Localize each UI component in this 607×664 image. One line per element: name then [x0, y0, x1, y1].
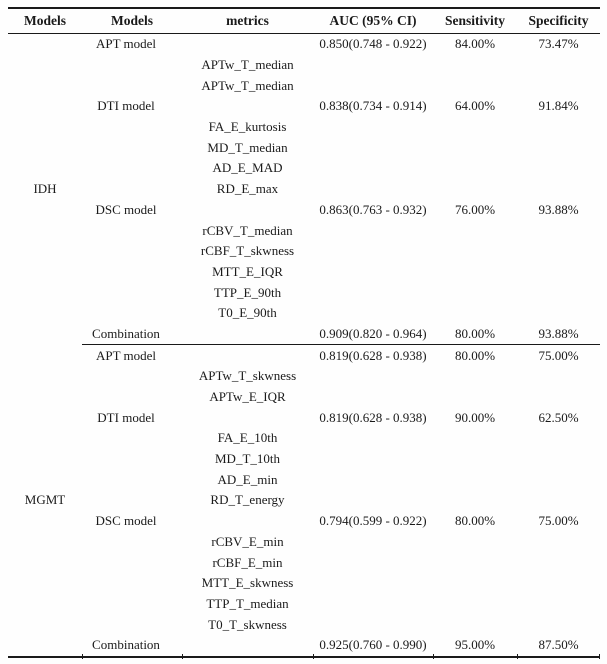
auc-cell	[313, 532, 433, 553]
metric-cell: MTT_E_skwness	[201, 575, 294, 591]
sensitivity-cell	[433, 552, 517, 573]
model-cell	[76, 117, 176, 138]
column-tick	[182, 654, 183, 659]
table-row	[8, 594, 600, 615]
model-cell	[76, 137, 176, 158]
table-row	[8, 532, 600, 553]
sensitivity-cell: 80.00%	[454, 347, 496, 363]
sensitivity-cell: 76.00%	[454, 201, 496, 217]
sensitivity-cell: 90.00%	[454, 409, 496, 425]
metric-cell: RD_E_max	[216, 181, 279, 197]
model-cell	[76, 220, 176, 241]
table-row	[8, 200, 600, 221]
specificity-cell	[517, 428, 600, 449]
group-label-idh: IDH	[33, 181, 57, 197]
sensitivity-cell	[433, 532, 517, 553]
model-cell	[76, 490, 176, 511]
sensitivity-cell	[433, 158, 517, 179]
model-cell: Combination	[92, 637, 160, 653]
model-cell	[76, 158, 176, 179]
table-row	[8, 179, 600, 200]
metric-cell	[182, 200, 313, 221]
specificity-cell: 75.00%	[538, 513, 579, 529]
specificity-cell	[517, 303, 600, 324]
metric-cell	[182, 511, 313, 532]
model-cell	[76, 241, 176, 262]
auc-cell	[313, 137, 433, 158]
specificity-cell	[517, 158, 600, 179]
group-label-mgmt: MGMT	[24, 492, 66, 508]
model-cell	[76, 282, 176, 303]
model-cell	[76, 552, 176, 573]
sensitivity-cell	[433, 469, 517, 490]
table-row	[8, 573, 600, 594]
metric-cell: AD_E_min	[217, 471, 278, 487]
sensitivity-cell	[433, 282, 517, 303]
specificity-cell	[517, 594, 600, 615]
column-tick	[82, 654, 83, 659]
metric-cell: APTw_T_median	[201, 57, 294, 73]
metric-cell: rCBV_E_min	[211, 533, 284, 549]
auc-cell: 0.909(0.820 - 0.964)	[313, 324, 433, 345]
model-cell	[76, 75, 176, 96]
table-row	[8, 324, 600, 345]
table-row	[8, 75, 600, 96]
specificity-cell	[517, 262, 600, 283]
metric-cell: TTP_T_median	[206, 595, 289, 611]
auc-cell	[313, 262, 433, 283]
specificity-cell	[517, 490, 600, 511]
metric-cell	[182, 324, 313, 345]
auc-cell	[313, 428, 433, 449]
auc-cell	[313, 282, 433, 303]
header-metrics: metrics	[182, 8, 313, 34]
model-cell: Combination	[76, 324, 176, 345]
table-row	[8, 158, 600, 179]
model-cell	[76, 469, 176, 490]
specificity-cell: 75.00%	[538, 347, 579, 363]
model-cell	[76, 262, 176, 283]
column-tick	[433, 654, 434, 659]
table-row	[8, 469, 600, 490]
table-row	[8, 428, 600, 449]
table-row	[8, 303, 600, 324]
sensitivity-cell	[433, 614, 517, 635]
specificity-cell: 87.50%	[538, 637, 579, 653]
table-row	[8, 387, 600, 408]
model-cell	[76, 594, 176, 615]
specificity-cell	[517, 55, 600, 76]
header-auc: AUC (95% CI)	[313, 8, 433, 34]
auc-cell	[313, 366, 433, 387]
column-tick	[313, 654, 314, 659]
sensitivity-cell: 84.00%	[454, 36, 496, 52]
auc-cell	[313, 55, 433, 76]
metric-cell: T0_T_skwness	[208, 616, 287, 632]
specificity-cell	[517, 366, 600, 387]
auc-cell	[313, 158, 433, 179]
metric-cell	[182, 96, 313, 117]
auc-cell: 0.838(0.734 - 0.914)	[319, 98, 427, 114]
sensitivity-cell: 80.00%	[454, 513, 496, 529]
table-row	[8, 55, 600, 76]
table-row	[8, 449, 600, 470]
metric-cell: AD_E_MAD	[212, 160, 283, 176]
table-row	[8, 117, 600, 138]
sensitivity-cell	[433, 75, 517, 96]
table-row	[8, 282, 600, 303]
header-models-group: Models	[8, 8, 82, 34]
table-row	[8, 220, 600, 241]
specificity-cell	[517, 220, 600, 241]
model-cell	[76, 428, 176, 449]
header-specificity: Specificity	[517, 8, 600, 34]
metric-cell: APTw_T_median	[201, 77, 294, 93]
column-tick	[599, 654, 600, 659]
header-sensitivity: Sensitivity	[433, 8, 517, 34]
sensitivity-cell	[433, 428, 517, 449]
specificity-cell	[517, 532, 600, 553]
sensitivity-cell	[433, 137, 517, 158]
metric-cell	[182, 345, 313, 366]
table-row	[8, 614, 600, 635]
sensitivity-cell: 95.00%	[454, 637, 496, 653]
metric-cell: rCBF_T_skwness	[200, 243, 295, 259]
table-row	[8, 96, 600, 117]
specificity-cell	[517, 449, 600, 470]
model-cell	[76, 387, 176, 408]
sensitivity-cell	[433, 449, 517, 470]
model-cell	[76, 614, 176, 635]
auc-cell	[313, 552, 433, 573]
column-tick	[517, 654, 518, 659]
sensitivity-cell	[433, 241, 517, 262]
metric-cell: TTP_E_90th	[213, 284, 282, 300]
metric-cell: MTT_E_IQR	[212, 263, 283, 279]
model-cell: APT model	[95, 347, 157, 363]
auc-cell	[313, 490, 433, 511]
metric-cell: rCBV_T_median	[202, 222, 293, 238]
sensitivity-cell	[433, 179, 517, 200]
table-row	[8, 262, 600, 283]
specificity-cell	[517, 117, 600, 138]
metric-cell: MD_T_10th	[215, 451, 280, 467]
sensitivity-cell	[433, 55, 517, 76]
model-cell	[76, 573, 176, 594]
model-cell: DTI model	[97, 98, 155, 114]
model-cell: DSC model	[95, 201, 157, 217]
model-cell: DTI model	[97, 409, 155, 425]
specificity-cell: 93.88%	[517, 324, 600, 345]
sensitivity-cell: 64.00%	[454, 98, 496, 114]
auc-cell	[313, 387, 433, 408]
auc-cell: 0.863(0.763 - 0.932)	[319, 201, 427, 217]
auc-cell	[313, 179, 433, 200]
table-row	[8, 34, 600, 55]
sensitivity-cell	[433, 387, 517, 408]
metric-cell: T0_E_90th	[218, 305, 277, 321]
sensitivity-cell: 80.00%	[433, 324, 517, 345]
table-row	[8, 366, 600, 387]
table-row	[8, 511, 600, 532]
auc-cell	[313, 469, 433, 490]
model-cell	[76, 55, 176, 76]
sensitivity-cell	[433, 262, 517, 283]
table-row	[8, 407, 600, 428]
specificity-cell	[517, 614, 600, 635]
specificity-cell	[517, 469, 600, 490]
metric-cell: MD_T_median	[207, 139, 288, 155]
specificity-cell	[517, 387, 600, 408]
metric-cell: APTw_E_IQR	[209, 389, 286, 405]
table-row	[8, 552, 600, 573]
specificity-cell: 93.88%	[538, 201, 579, 217]
specificity-cell	[517, 241, 600, 262]
model-cell	[76, 179, 176, 200]
auc-cell	[313, 75, 433, 96]
sensitivity-cell	[433, 303, 517, 324]
results-table	[8, 7, 600, 658]
specificity-cell	[517, 282, 600, 303]
metric-cell	[182, 34, 313, 55]
metric-cell: FA_E_kurtosis	[208, 119, 287, 135]
metric-cell: RD_T_energy	[210, 492, 285, 508]
results-table-body	[8, 34, 600, 657]
sensitivity-cell	[433, 573, 517, 594]
auc-cell: 0.819(0.628 - 0.938)	[319, 409, 427, 425]
model-cell	[76, 449, 176, 470]
specificity-cell	[517, 75, 600, 96]
specificity-cell	[517, 179, 600, 200]
auc-cell	[313, 117, 433, 138]
sensitivity-cell	[433, 117, 517, 138]
table-row	[8, 635, 600, 657]
specificity-cell: 62.50%	[538, 409, 579, 425]
table-row	[8, 241, 600, 262]
sensitivity-cell	[433, 366, 517, 387]
model-cell: DSC model	[95, 513, 157, 529]
auc-cell	[313, 241, 433, 262]
specificity-cell: 73.47%	[538, 36, 579, 52]
sensitivity-cell	[433, 220, 517, 241]
auc-cell	[313, 303, 433, 324]
auc-cell	[313, 573, 433, 594]
specificity-cell	[517, 552, 600, 573]
metric-cell: APTw_T_skwness	[198, 368, 297, 384]
sensitivity-cell	[433, 490, 517, 511]
auc-cell: 0.925(0.760 - 0.990)	[319, 637, 427, 653]
header-models: Models	[82, 8, 182, 34]
auc-cell: 0.850(0.748 - 0.922)	[319, 36, 427, 52]
auc-cell: 0.794(0.599 - 0.922)	[319, 513, 427, 529]
auc-cell: 0.819(0.628 - 0.938)	[319, 347, 427, 363]
sensitivity-cell	[433, 594, 517, 615]
specificity-cell: 91.84%	[538, 98, 579, 114]
specificity-cell	[517, 573, 600, 594]
model-cell	[76, 303, 176, 324]
auc-cell	[313, 449, 433, 470]
table-header-row	[8, 8, 600, 34]
metric-cell	[182, 635, 313, 657]
model-cell	[76, 532, 176, 553]
metric-cell: rCBF_E_min	[212, 554, 283, 570]
model-cell: APT model	[95, 36, 157, 52]
metric-cell: FA_E_10th	[217, 430, 278, 446]
model-cell	[76, 366, 176, 387]
metric-cell	[182, 407, 313, 428]
auc-cell	[313, 614, 433, 635]
table-row	[8, 345, 600, 366]
table-row	[8, 490, 600, 511]
table-row	[8, 137, 600, 158]
auc-cell	[313, 594, 433, 615]
specificity-cell	[517, 137, 600, 158]
auc-cell	[313, 220, 433, 241]
